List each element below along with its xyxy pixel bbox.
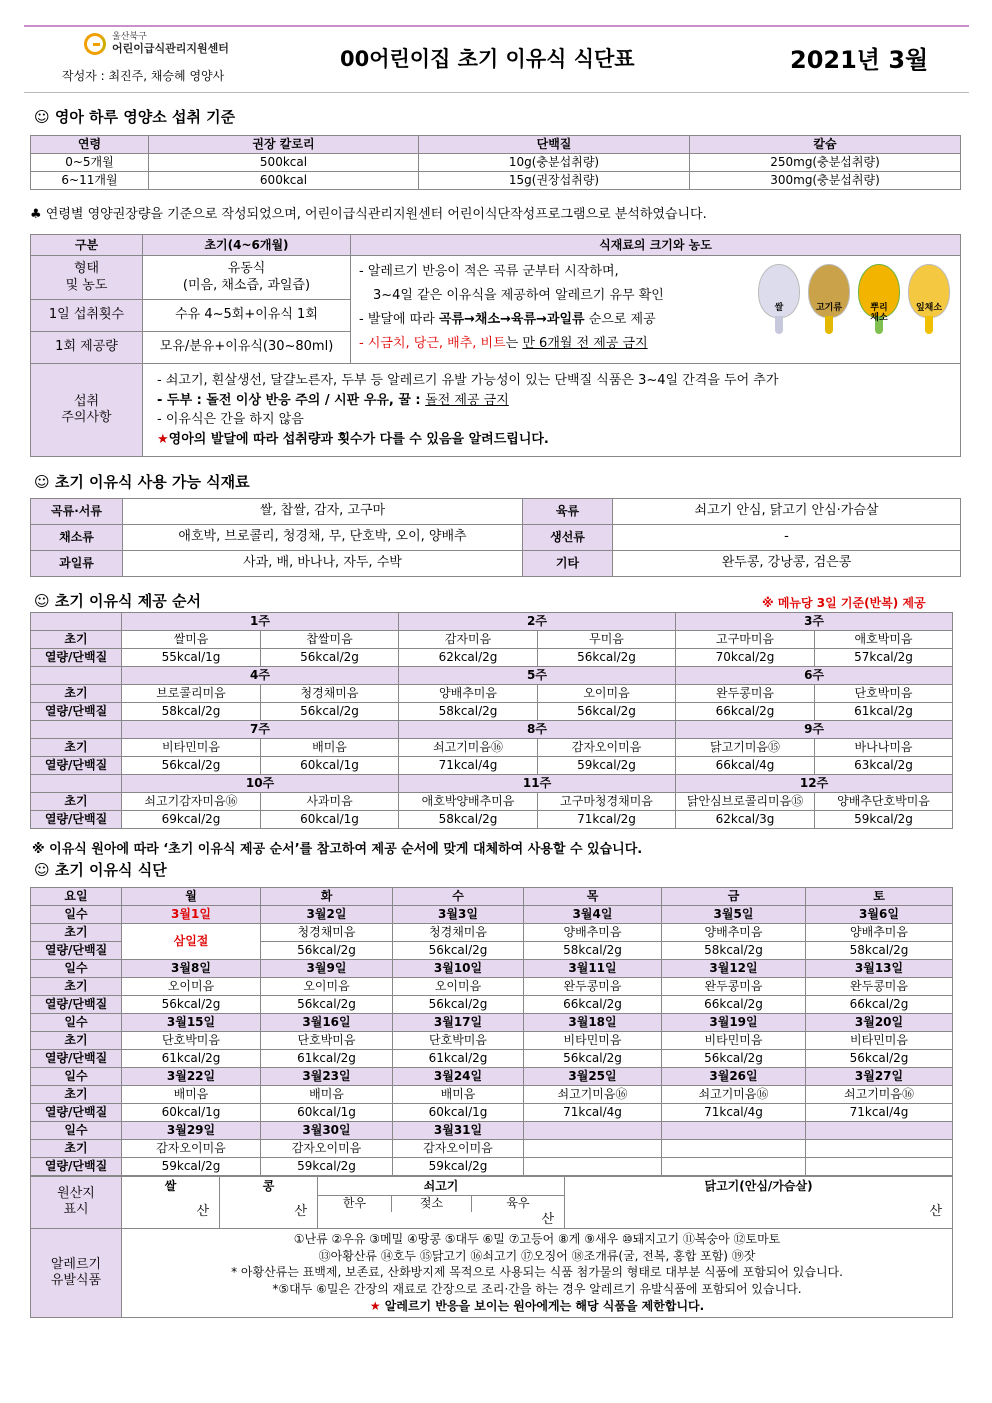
menu-item: 양배추미음 — [662, 924, 806, 942]
spoon-meat — [806, 264, 852, 324]
menu-item: 쇠고기미음⑯ — [806, 1086, 953, 1104]
menu-item: 비타민미음 — [662, 1032, 806, 1050]
order-menu: 배미음 — [261, 739, 399, 757]
order-kcal: 56kcal/2g — [122, 757, 261, 775]
weekday-header: 목 — [524, 888, 662, 906]
weekday-header: 금 — [662, 888, 806, 906]
row-label: 초기 — [31, 1086, 122, 1104]
menu-kcal: 56kcal/2g — [393, 942, 524, 960]
order-kcal: 56kcal/2g — [538, 649, 676, 667]
row-label: 열량/단백질 — [31, 649, 122, 667]
order-menu: 오이미음 — [538, 685, 676, 703]
order-menu: 쇠고기미음⑯ — [399, 739, 538, 757]
spoon-rice — [756, 264, 802, 324]
order-menu: 쌀미음 — [122, 631, 261, 649]
week-header: 4주 — [122, 667, 399, 685]
allergy-label: 알레르기 유발식품 — [31, 1228, 122, 1317]
menu-kcal: 66kcal/2g — [806, 996, 953, 1014]
menu-date: 3월15일 — [122, 1014, 261, 1032]
spoon-root — [856, 264, 902, 324]
order-menu: 양배추미음 — [399, 685, 538, 703]
menu-date: 3월3일 — [393, 906, 524, 924]
order-kcal: 66kcal/4g — [676, 757, 815, 775]
form-value — [143, 256, 351, 300]
menu-kcal: 56kcal/2g — [122, 996, 261, 1014]
menu-date: 3월30일 — [261, 1122, 393, 1140]
order-kcal: 62kcal/2g — [399, 649, 538, 667]
order-corner — [31, 775, 122, 793]
origin-jeotso: 젖소 — [392, 1196, 472, 1212]
weekday-header: 토 — [806, 888, 953, 906]
order-kcal: 71kcal/2g — [538, 811, 676, 829]
col-header: 칼슘 — [690, 136, 961, 154]
order-menu: 비타민미음 — [122, 739, 261, 757]
ingredient-list: 완두콩, 강낭콩, 검은콩 — [613, 551, 961, 577]
weekday-header: 수 — [393, 888, 524, 906]
allergy-line: ①난류 ②우유 ③메밀 ④땅콩 ⑤대두 ⑥밀 ⑦고등어 ⑧게 ⑨새우 ⑩돼지고기 ⑪복숭아 ⑫토마토 — [293, 1231, 781, 1246]
star-icon: ★ — [369, 1298, 381, 1313]
spoon-label: 잎채소 — [915, 303, 943, 313]
order-kcal: 69kcal/2g — [122, 811, 261, 829]
origin-table — [30, 1176, 953, 1318]
menu-item: 배미음 — [122, 1086, 261, 1104]
menu-kcal: 60kcal/1g — [393, 1104, 524, 1122]
menu-item — [662, 1140, 806, 1158]
menu-item — [806, 1140, 953, 1158]
menu-item: 청경채미음 — [261, 924, 393, 942]
row-label: 일수 — [31, 1122, 122, 1140]
order-menu: 양배추단호박미음 — [815, 793, 953, 811]
menu-date: 3월8일 — [122, 960, 261, 978]
menu-kcal: 58kcal/2g — [524, 942, 662, 960]
spoon-leaf — [906, 264, 952, 324]
allergy-line: * 아황산류는 표백제, 보존료, 산화방지제 목적으로 사용되는 식품 첨가물의 형태로 대부분 식품에 포함되어 있습니다. — [231, 1265, 843, 1280]
logo-main-text: 어린이급식관리지원센터 — [112, 41, 229, 55]
row-label: 일수 — [31, 1068, 122, 1086]
order-kcal: 55kcal/1g — [122, 649, 261, 667]
order-kcal: 71kcal/4g — [399, 757, 538, 775]
nutrition-section-title: ☺ 영아 하루 영양소 섭취 기준 — [34, 108, 236, 126]
table-cell: 300mg(충분섭취량) — [690, 172, 961, 190]
menu-kcal — [662, 1158, 806, 1176]
once-label: 1회 제공량 — [31, 332, 143, 364]
caution-line: - 이유식은 간을 하지 않음 — [157, 412, 304, 427]
header-bottom-rule — [24, 92, 969, 93]
size-line: 3~4일 같은 이유식을 제공하여 알레르기 유무 확인 — [373, 288, 664, 304]
order-kcal: 62kcal/3g — [676, 811, 815, 829]
form-label: 형태 및 농도 — [31, 256, 143, 300]
origin-beef: 쇠고기 — [318, 1177, 565, 1196]
order-kcal: 58kcal/2g — [399, 811, 538, 829]
row-label: 초기 — [31, 631, 122, 649]
menu-date — [662, 1122, 806, 1140]
menu-kcal: 61kcal/2g — [393, 1050, 524, 1068]
order-kcal: 59kcal/2g — [538, 757, 676, 775]
forbidden-note: 만 6개월 전 제공 금지 — [522, 336, 648, 352]
order-kcal: 60kcal/1g — [261, 757, 399, 775]
text: 순으로 제공 — [584, 312, 656, 328]
allergy-line — [124, 1298, 950, 1315]
order-menu: 찹쌀미음 — [261, 631, 399, 649]
text: - 두부 : 돌전 이상 반응 주의 / 시판 우유, 꿀 : — [157, 392, 426, 408]
text: 는 — [505, 336, 523, 352]
ingredient-list: 애호박, 브로콜리, 청경채, 무, 단호박, 오이, 양배추 — [123, 525, 523, 551]
menu-kcal: 66kcal/2g — [662, 996, 806, 1014]
menu-item: 배미음 — [393, 1086, 524, 1104]
text: 알레르기 반응을 보이는 원아에게는 해당 식품을 제한합니다. — [380, 1298, 705, 1313]
daily-value: 수유 4~5회+이유식 1회 — [143, 300, 351, 332]
week-header: 1주 — [122, 613, 399, 631]
row-label: 열량/단백질 — [31, 942, 122, 960]
order-note: ※ 메뉴당 3일 기준(반복) 제공 — [762, 596, 926, 610]
order-section-title: ☺ 초기 이유식 제공 순서 — [34, 592, 201, 610]
row-label: 일수 — [31, 960, 122, 978]
ingredients-table — [30, 498, 961, 577]
menu-kcal: 61kcal/2g — [261, 1050, 393, 1068]
menu-kcal: 71kcal/4g — [662, 1104, 806, 1122]
order-kcal: 56kcal/2g — [538, 703, 676, 721]
row-label: 열량/단백질 — [31, 1104, 122, 1122]
order-kcal: 70kcal/2g — [676, 649, 815, 667]
order-menu: 닭안심브로콜리미음⑮ — [676, 793, 815, 811]
menu-date: 3월19일 — [662, 1014, 806, 1032]
row-label: 초기 — [31, 1032, 122, 1050]
author: 작성자 : 최진주, 채승혜 영양사 — [62, 69, 225, 83]
menu-item: 쇠고기미음⑯ — [524, 1086, 662, 1104]
form-value-sub: (미음, 채소즙, 과일즙) — [182, 277, 311, 293]
year-month: 2021년 3월 — [790, 46, 929, 74]
menu-table — [30, 887, 953, 1176]
guide-header-category: 구분 — [31, 235, 143, 256]
size-line — [359, 332, 958, 356]
ingredient-list: 쇠고기 안심, 닭고기 안심·가슴살 — [613, 499, 961, 525]
order-kcal: 58kcal/2g — [122, 703, 261, 721]
table-cell: 6~11개월 — [31, 172, 149, 190]
row-label: 열량/단백질 — [31, 996, 122, 1014]
order-menu: 감자오이미음 — [538, 739, 676, 757]
ingredient-category: 곡류·서류 — [31, 499, 123, 525]
caution-content — [143, 364, 961, 457]
order-kcal: 61kcal/2g — [815, 703, 953, 721]
week-header: 11주 — [399, 775, 676, 793]
forbidden-foods: 시금치, 당근, 배추, 비트 — [367, 336, 506, 352]
order-kcal: 63kcal/2g — [815, 757, 953, 775]
table-cell: 250mg(충분섭취량) — [690, 154, 961, 172]
week-header: 6주 — [676, 667, 953, 685]
daily-label: 1일 섭취횟수 — [31, 300, 143, 332]
guide-header-stage: 초기(4~6개월) — [143, 235, 351, 256]
menu-date: 3월13일 — [806, 960, 953, 978]
order-sequence: 곡류→채소→육류→과일류 — [438, 312, 585, 328]
order-kcal: 60kcal/1g — [261, 811, 399, 829]
menu-kcal: 59kcal/2g — [122, 1158, 261, 1176]
menu-kcal: 60kcal/1g — [261, 1104, 393, 1122]
text: 돌전 제공 금지 — [425, 392, 509, 408]
order-menu: 청경채미음 — [261, 685, 399, 703]
caution-line: - 쇠고기, 흰살생선, 달걀노른자, 두부 등 알레르기 유발 가능성이 있는 단백질 식품은 3~4일 간격을 두어 추가 — [157, 373, 779, 388]
row-label: 초기 — [31, 685, 122, 703]
allergy-line: *⑤대두 ⑥밀은 간장의 재료로 간장으로 조리·간을 하는 경우 알레르기 유발식품에 포함되어 있습니다. — [272, 1282, 802, 1297]
order-corner — [31, 721, 122, 739]
order-menu: 애호박미음 — [815, 631, 953, 649]
menu-kcal: 59kcal/2g — [261, 1158, 393, 1176]
order-menu: 단호박미음 — [815, 685, 953, 703]
origin-label: 원산지 표시 — [31, 1177, 122, 1229]
menu-item: 완두콩미음 — [524, 978, 662, 996]
table-cell: 0~5개월 — [31, 154, 149, 172]
menu-item: 감자오이미음 — [122, 1140, 261, 1158]
menu-item: 완두콩미음 — [806, 978, 953, 996]
week-header: 5주 — [399, 667, 676, 685]
origin-bean-value: 산 — [220, 1196, 318, 1229]
table-cell: 600kcal — [149, 172, 419, 190]
order-corner — [31, 667, 122, 685]
origin-beef-value: 산 — [318, 1212, 565, 1229]
order-kcal: 56kcal/2g — [261, 649, 399, 667]
menu-date: 3월5일 — [662, 906, 806, 924]
menu-item: 오이미음 — [393, 978, 524, 996]
origin-rice: 쌀 — [122, 1177, 220, 1196]
menu-date: 3월12일 — [662, 960, 806, 978]
size-line: - 알레르기 반응이 적은 곡류 군부터 시작하며, — [359, 264, 619, 279]
menu-date: 3월26일 — [662, 1068, 806, 1086]
order-kcal: 56kcal/2g — [261, 703, 399, 721]
menu-item: 비타민미음 — [806, 1032, 953, 1050]
text: 영아의 발달에 따라 섭취량과 횟수가 다를 수 있음을 알려드립니다. — [168, 431, 549, 447]
menu-date: 3월4일 — [524, 906, 662, 924]
order-menu: 사과미음 — [261, 793, 399, 811]
caution-line — [157, 430, 958, 450]
menu-item: 완두콩미음 — [662, 978, 806, 996]
menu-kcal: 58kcal/2g — [806, 942, 953, 960]
menu-date: 3월20일 — [806, 1014, 953, 1032]
menu-kcal: 56kcal/2g — [662, 1050, 806, 1068]
spoon-label: 쌀 — [774, 303, 784, 313]
menu-item: 단호박미음 — [393, 1032, 524, 1050]
ingredient-list: 쌀, 찹쌀, 감자, 고구마 — [123, 499, 523, 525]
row-label: 초기 — [31, 924, 122, 942]
order-menu: 쇠고기감자미음⑯ — [122, 793, 261, 811]
week-header: 8주 — [399, 721, 676, 739]
menu-date — [524, 1122, 662, 1140]
nutrition-table — [30, 135, 961, 190]
menu-kcal: 56kcal/2g — [261, 996, 393, 1014]
allergy-content — [122, 1228, 953, 1317]
order-table — [30, 612, 953, 829]
page-title: 00어린이집 초기 이유식 식단표 — [340, 47, 635, 71]
table-cell: 15g(권장섭취량) — [419, 172, 690, 190]
order-kcal: 59kcal/2g — [815, 811, 953, 829]
holiday: 삼일절 — [122, 924, 261, 960]
menu-kcal: 56kcal/2g — [261, 942, 393, 960]
menu-date: 3월22일 — [122, 1068, 261, 1086]
menu-kcal: 71kcal/4g — [524, 1104, 662, 1122]
row-label: 일수 — [31, 1014, 122, 1032]
menu-kcal: 58kcal/2g — [662, 942, 806, 960]
col-header: 연령 — [31, 136, 149, 154]
origin-hanwoo: 한우 — [318, 1196, 392, 1212]
week-header: 2주 — [399, 613, 676, 631]
menu-date: 3월27일 — [806, 1068, 953, 1086]
origin-yukwoo: 육우 — [472, 1196, 565, 1212]
menu-date: 3월1일 — [122, 906, 261, 924]
weekday-header: 월 — [122, 888, 261, 906]
weekday-header: 화 — [261, 888, 393, 906]
logo-sub-text: 울산북구 — [112, 32, 147, 42]
form-value-main: 유동식 — [227, 261, 266, 277]
once-value: 모유/분유+이유식(30~80ml) — [143, 332, 351, 364]
week-header: 3주 — [676, 613, 953, 631]
menu-kcal: 56kcal/2g — [524, 1050, 662, 1068]
caution-label: 섭취 주의사항 — [31, 364, 143, 457]
row-label: 열량/단백질 — [31, 811, 122, 829]
row-label: 초기 — [31, 1140, 122, 1158]
ingredient-category: 과일류 — [31, 551, 123, 577]
ingredient-list: - — [613, 525, 961, 551]
ingredient-category: 채소류 — [31, 525, 123, 551]
menu-date: 3월6일 — [806, 906, 953, 924]
week-header: 12주 — [676, 775, 953, 793]
row-label: 열량/단백질 — [31, 1050, 122, 1068]
origin-bean: 콩 — [220, 1177, 318, 1196]
row-label: 열량/단백질 — [31, 757, 122, 775]
order-menu: 바나나미음 — [815, 739, 953, 757]
origin-rice-value: 산 — [122, 1196, 220, 1229]
menu-date: 3월2일 — [261, 906, 393, 924]
menu-kcal: 61kcal/2g — [122, 1050, 261, 1068]
row-label: 열량/단백질 — [31, 1158, 122, 1176]
week-header: 10주 — [122, 775, 399, 793]
order-menu: 고구마청경채미음 — [538, 793, 676, 811]
order-corner — [31, 613, 122, 631]
ingredient-category: 기타 — [523, 551, 613, 577]
menu-item: 감자오이미음 — [393, 1140, 524, 1158]
texture-spoons — [756, 264, 952, 324]
spoon-label: 뿌리 채소 — [870, 303, 888, 323]
row-label: 초기 — [31, 739, 122, 757]
order-menu: 닭고기미음⑮ — [676, 739, 815, 757]
order-menu: 애호박양배추미음 — [399, 793, 538, 811]
menu-item: 양배추미음 — [524, 924, 662, 942]
menu-kcal: 66kcal/2g — [524, 996, 662, 1014]
origin-chicken-value: 산 — [565, 1196, 953, 1229]
guide-header-size: 식재료의 크기와 농도 — [351, 235, 961, 256]
menu-date: 3월23일 — [261, 1068, 393, 1086]
menu-item: 배미음 — [261, 1086, 393, 1104]
order-menu: 완두콩미음 — [676, 685, 815, 703]
menu-date: 3월29일 — [122, 1122, 261, 1140]
menu-item — [524, 1140, 662, 1158]
row-label: 초기 — [31, 793, 122, 811]
menu-date: 3월24일 — [393, 1068, 524, 1086]
order-footnote: ※ 이유식 원아에 따라 ‘초기 이유식 제공 순서’를 참고하여 제공 순서에 맞게 대체하여 사용할 수 있습니다. — [32, 842, 643, 857]
row-label: 일수 — [31, 906, 122, 924]
col-header: 단백질 — [419, 136, 690, 154]
text: - 발달에 따라 — [359, 312, 439, 328]
menu-item: 오이미음 — [261, 978, 393, 996]
ingredient-category: 생선류 — [523, 525, 613, 551]
ingredient-category: 육류 — [523, 499, 613, 525]
menu-item: 단호박미음 — [122, 1032, 261, 1050]
caution-line — [157, 391, 958, 411]
center-logo — [84, 33, 229, 55]
menu-item: 단호박미음 — [261, 1032, 393, 1050]
menu-date: 3월25일 — [524, 1068, 662, 1086]
menu-kcal: 60kcal/1g — [122, 1104, 261, 1122]
header-top-rule — [24, 25, 969, 27]
smile-logo-icon — [84, 33, 106, 55]
menu-item: 청경채미음 — [393, 924, 524, 942]
week-header: 7주 — [122, 721, 399, 739]
ingredients-section-title: ☺ 초기 이유식 사용 가능 식재료 — [34, 473, 250, 491]
allergy-line: ⑬아황산류 ⑭호두 ⑮닭고기 ⑯쇠고기 ⑰오징어 ⑱조개류(굴, 전복, 홍합 포함) ⑲잣 — [318, 1248, 756, 1263]
menu-date: 3월31일 — [393, 1122, 524, 1140]
order-menu: 브로콜리미음 — [122, 685, 261, 703]
menu-kcal: 56kcal/2g — [393, 996, 524, 1014]
nutrition-footnote: ♣ 연령별 영양권장량을 기준으로 작성되었으며, 어린이급식관리지원센터 어린이식단작성프로그램으로 분석하였습니다. — [30, 207, 707, 222]
ingredient-list: 사과, 배, 바나나, 자두, 수박 — [123, 551, 523, 577]
menu-date: 3월9일 — [261, 960, 393, 978]
menu-item: 감자오이미음 — [261, 1140, 393, 1158]
spoon-label: 고기류 — [815, 303, 843, 313]
text: - — [359, 336, 368, 352]
order-menu: 무미음 — [538, 631, 676, 649]
table-cell: 10g(충분섭취량) — [419, 154, 690, 172]
order-menu: 감자미음 — [399, 631, 538, 649]
star-icon: ★ — [157, 431, 169, 447]
menu-item: 오이미음 — [122, 978, 261, 996]
week-header: 9주 — [676, 721, 953, 739]
order-menu: 고구마미음 — [676, 631, 815, 649]
menu-item: 양배추미음 — [806, 924, 953, 942]
menu-section-title: ☺ 초기 이유식 식단 — [34, 861, 167, 879]
origin-chicken: 닭고기(안심/가슴살) — [565, 1177, 953, 1196]
menu-date: 3월16일 — [261, 1014, 393, 1032]
row-label: 열량/단백질 — [31, 703, 122, 721]
menu-item: 비타민미음 — [524, 1032, 662, 1050]
menu-kcal: 56kcal/2g — [806, 1050, 953, 1068]
day-header: 요일 — [31, 888, 122, 906]
menu-kcal — [524, 1158, 662, 1176]
menu-date: 3월11일 — [524, 960, 662, 978]
menu-date: 3월18일 — [524, 1014, 662, 1032]
menu-item: 쇠고기미음⑯ — [662, 1086, 806, 1104]
col-header: 권장 칼로리 — [149, 136, 419, 154]
order-kcal: 58kcal/2g — [399, 703, 538, 721]
menu-date: 3월17일 — [393, 1014, 524, 1032]
menu-kcal: 71kcal/4g — [806, 1104, 953, 1122]
menu-kcal: 59kcal/2g — [393, 1158, 524, 1176]
order-kcal: 57kcal/2g — [815, 649, 953, 667]
table-cell: 500kcal — [149, 154, 419, 172]
menu-date: 3월10일 — [393, 960, 524, 978]
order-kcal: 66kcal/2g — [676, 703, 815, 721]
menu-date — [806, 1122, 953, 1140]
row-label: 초기 — [31, 978, 122, 996]
menu-kcal — [806, 1158, 953, 1176]
